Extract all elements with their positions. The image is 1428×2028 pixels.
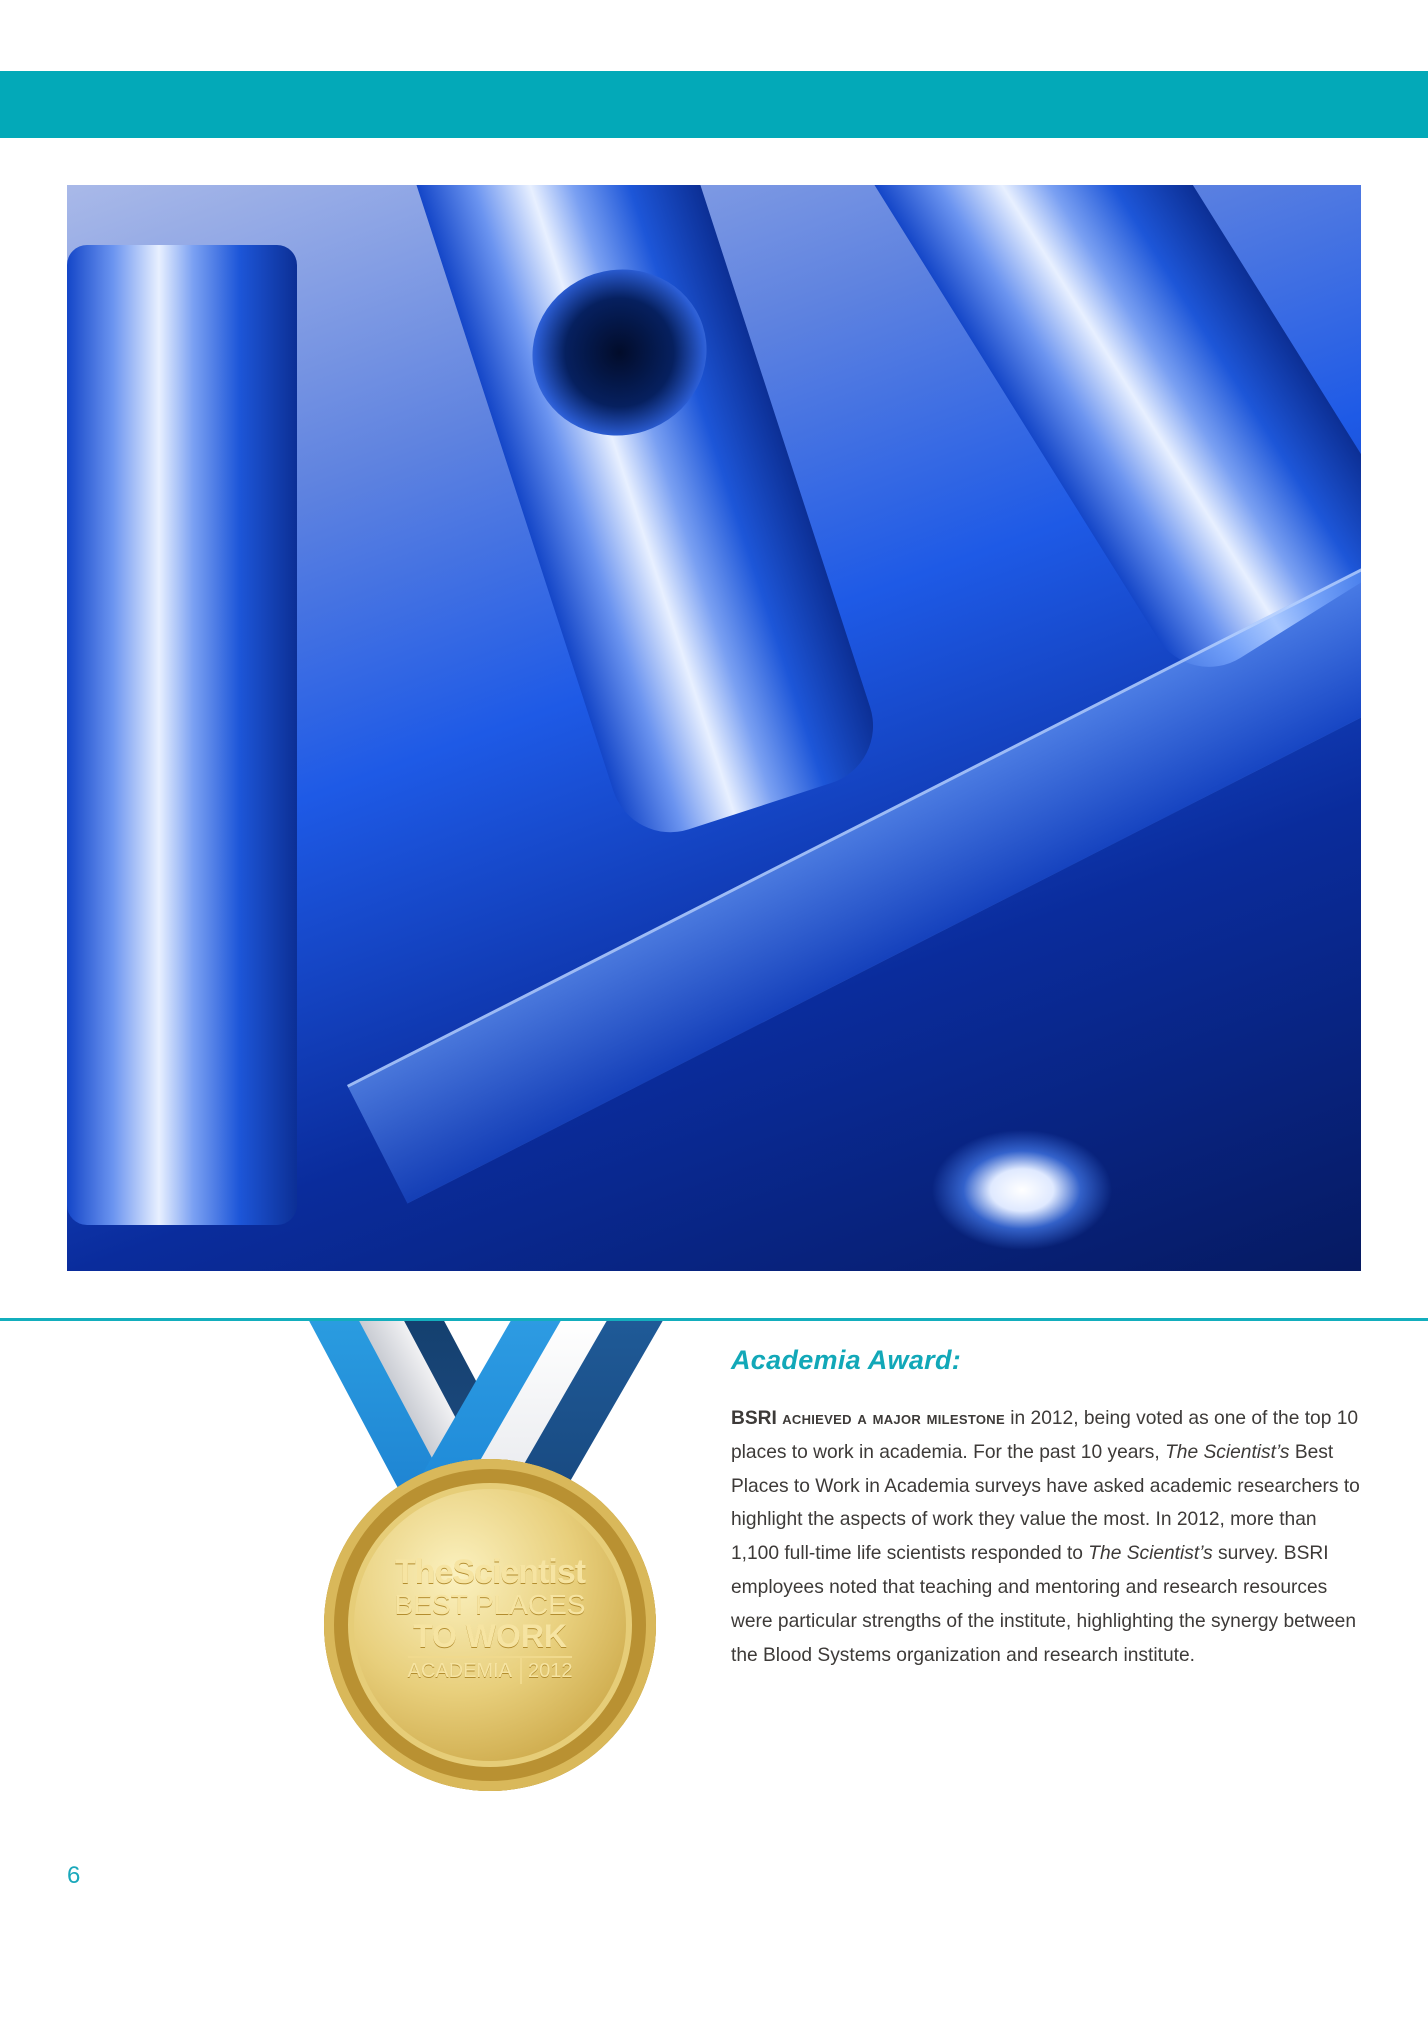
page-number: 6	[67, 1862, 81, 1889]
article	[731, 1342, 1361, 1672]
lead-smallcaps: achieved a major milestone	[782, 1408, 1005, 1429]
article-heading: Academia Award:	[731, 1345, 962, 1375]
award-medal	[310, 1321, 670, 1791]
medal-category: ACADEMIA	[407, 1660, 512, 1682]
body-segment: survey. BSRI employees noted that teaching and mentoring and research resources were particular strengths of the institute, highlighting the synergy between the Blood Systems organization and research institute.	[731, 1543, 1357, 1666]
article-body	[731, 1402, 1361, 1672]
medal-footer	[408, 1656, 573, 1684]
publication-title: The Scientist’s	[1088, 1543, 1213, 1565]
publication-title: The Scientist’s	[1165, 1441, 1290, 1463]
section-divider	[0, 1318, 1428, 1321]
medal-year: 2012	[520, 1658, 573, 1684]
body-segment: in 2012, being voted as one of the top 10 places to work in academia. For the past 10 years,	[731, 1408, 1359, 1463]
medal-line-1: BEST PLACES	[394, 1589, 586, 1620]
body-segment: Best Places to Work in Academia surveys have asked academic researchers to highlight the aspects of work they value the most. In 2012, more than 1,100 full-time life scientists responded to	[731, 1441, 1360, 1565]
medal-inscription	[381, 1519, 599, 1719]
objective-lens-left	[67, 245, 297, 1225]
lead-bold: BSRI	[731, 1408, 777, 1429]
header-color-band	[0, 71, 1428, 138]
medal-brand: TheScientist	[394, 1553, 586, 1591]
medal-line-2: TO WORK	[412, 1618, 568, 1654]
microscope-photo	[67, 185, 1361, 1271]
gold-medal	[324, 1459, 656, 1791]
